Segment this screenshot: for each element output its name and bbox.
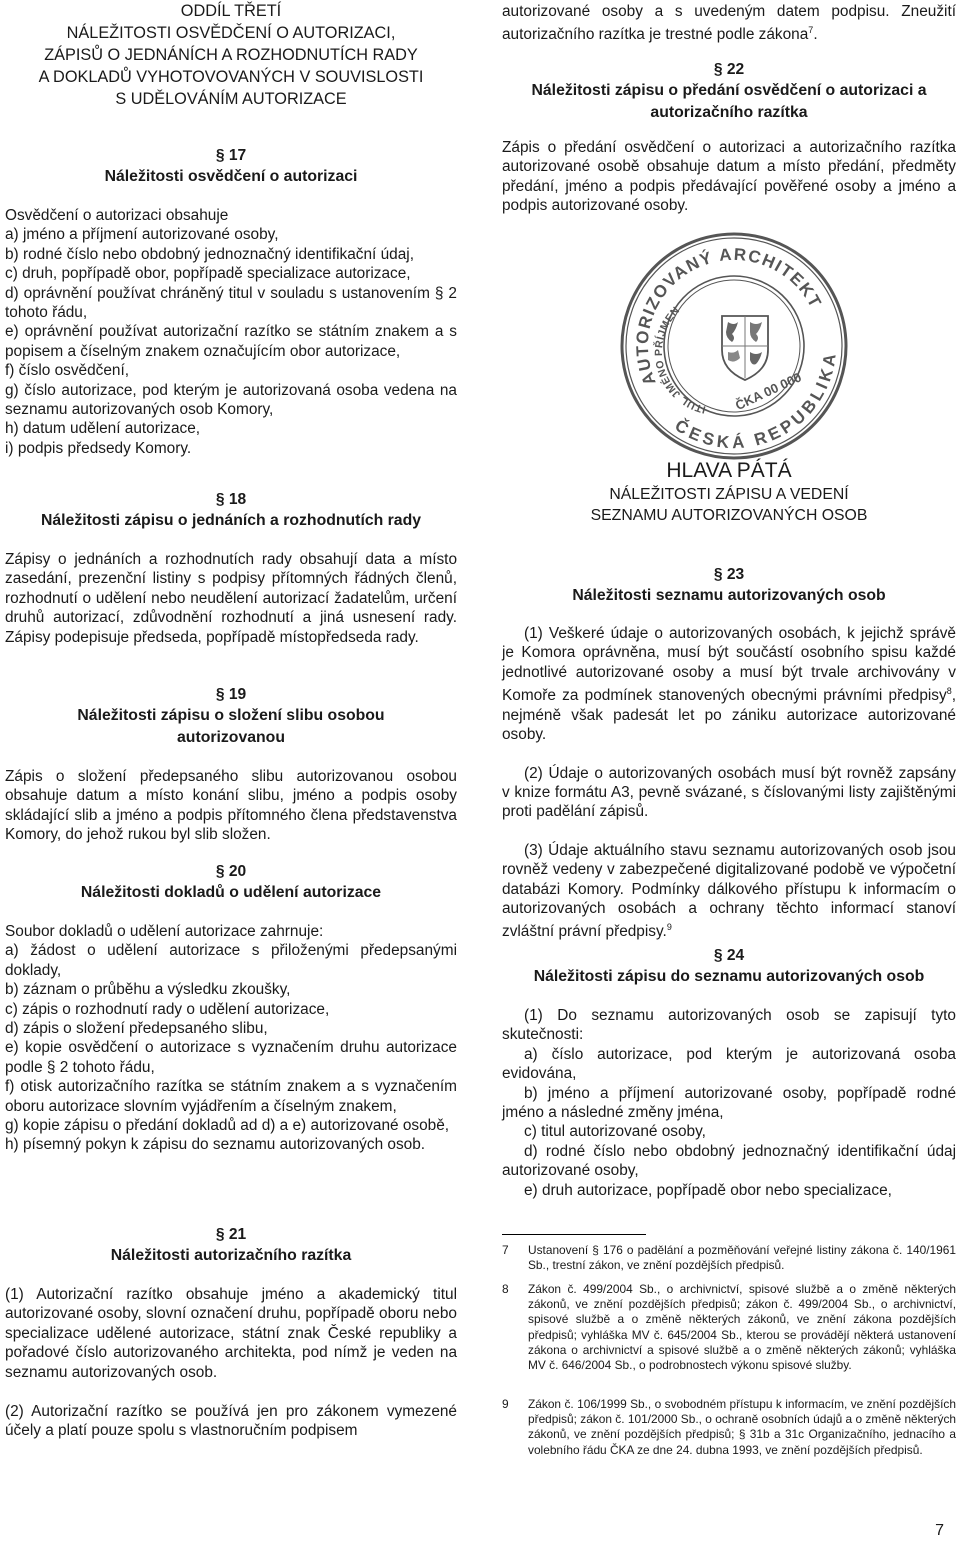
footnote-ref: 7 — [808, 25, 814, 36]
footnote-number: 9 — [502, 1397, 509, 1411]
section-number: § 18 — [215, 491, 247, 508]
section-23 — [502, 565, 956, 607]
section-heading: Náležitosti osvědčení o autorizaci — [104, 168, 358, 185]
list-item: c) zápis o rozhodnutí rady o udělení autorizace, — [5, 1000, 330, 1018]
footnote-text: Zákon č. 499/2004 Sb., o archivnictví, spisové službě a o změně některých zákonů, ve znění pozdějších předpisů; zákon č. 499/2004 Sb., o archivnictví, spisové službě a o změně některých zákonů, ve znění zákona pozdějších předpisů; vyhláška MV č. 645/2004 Sb., kterou se provádějí některá ustanovení zákona o archivnictví a spisové službě a o změně některých zákonů; vyhláška MV č. 646/2004 Sb., o podrobnostech výkonu spisové služby. — [528, 1282, 956, 1373]
list-intro: Osvědčení o autorizaci obsahuje — [5, 207, 229, 224]
paragraph: (2) Údaje o autorizovaných osobách musí být rovněž zapsány v knize formátu A3, pevně svázané, s číslovanými listy zajištěnými proti padělání zápisů. — [502, 764, 956, 821]
stamp-bottom-text: ČESKÁ REPUBLIKA — [671, 350, 840, 453]
paragraph: Zápis o předání osvědčení o autorizaci a autorizačního razítka autorizované osobě obsahuje datum a místo předání, předměty předání, jméno a podpis předávající pověřené osoby a jméno a podpis autorizované osoby. — [502, 139, 956, 215]
section-number: § 23 — [713, 566, 745, 583]
section-24-body — [502, 1006, 956, 1200]
footnote-ref: 8 — [946, 686, 952, 697]
section-17-body — [5, 206, 457, 458]
list-item: f) otisk autorizačního razítka se státním znakem a s vyznačením oboru autorizace slovním vyjádřením a číselným znakem, — [5, 1078, 457, 1115]
list-item: a) jméno a příjmení autorizované osoby, — [5, 226, 279, 244]
footnote — [502, 1282, 956, 1373]
continued-text: autorizované osoby a s uvedeným datem podpisu. Zneužití autorizačního razítka je trestné podle zákona — [502, 3, 956, 44]
section-heading: Náležitosti zápisu do seznamu autorizovaných osob — [533, 968, 925, 985]
section-20 — [5, 862, 457, 904]
footnote-number: 8 — [502, 1282, 509, 1296]
authorization-stamp — [618, 230, 850, 462]
list-item: h) datum udělení autorizace, — [5, 420, 201, 438]
page-number: 7 — [935, 1522, 944, 1539]
list-item: d) zápis o složení předepsaného slibu, — [5, 1020, 268, 1038]
section-23-body — [502, 624, 956, 942]
list-item: g) kopie zápisu o předání dokladů ad d) a e) autorizované osobě, — [5, 1117, 450, 1135]
paragraph: (1) Autorizační razítko obsahuje jméno a akademický titul autorizované osoby, slovní označení druhu, popřípadě oboru nebo specializace udělené autorizace, státní znak České republiky a pořadové číslo autorizovaného architekta, pod nímž je veden na seznamu autorizovaných osob. — [5, 1286, 457, 1381]
section-21-body — [5, 1285, 457, 1441]
paragraph: Zápisy o jednáních a rozhodnutích rady obsahují data a místo zasedání, prezenční listiny s podpisy přítomných řádných členů, rozhodnutí o udělení nebo neudělení autorizací žadatelům, určení druhů autorizací, zdůvodnění rozhodnutí a jiná usnesení rady. Zápisy podepisuje předseda, popřípadě místopředseda rady. — [5, 551, 457, 646]
section-number: § 22 — [713, 61, 745, 78]
part-title-line: NÁLEŽITOSTI OSVĚDČENÍ O AUTORIZACI, — [66, 24, 396, 42]
section-heading: Náležitosti zápisu o předání osvědčení o autorizaci a autorizačního razítka — [531, 82, 927, 121]
footnote-number: 7 — [502, 1243, 509, 1257]
list-item: b) jméno a příjmení autorizované osoby, popřípadě rodné jméno a následné změny jména, — [502, 1084, 956, 1122]
chapter-subtitle-line: NÁLEŽITOSTI ZÁPISU A VEDENÍ — [609, 486, 849, 503]
list-item: h) písemný pokyn k zápisu do seznamu autorizovaných osob. — [5, 1136, 426, 1154]
section-number: § 20 — [215, 863, 247, 880]
section-number: § 17 — [215, 147, 247, 164]
list-item: a) žádost o udělení autorizace s přiloženými předepsanými doklady, — [5, 942, 457, 979]
section-20-body — [5, 922, 457, 1155]
section-heading: Náležitosti zápisu o jednáních a rozhodnutích rady — [40, 512, 422, 529]
list-intro: (1) Do seznamu autorizovaných osob se zapisují tyto skutečnosti: — [502, 1007, 956, 1044]
continued-text-end: . — [813, 26, 818, 44]
section-18 — [5, 490, 457, 532]
paragraph: Zápis o složení předepsaného slibu autorizovanou osobou obsahuje datum a místo konání slibu, jméno a podpis osoby skládající slib a jméno a podpis přítomného člena představenstva Komory, do jehož rukou byl slib složen. — [5, 768, 457, 844]
part-title-line: ZÁPISŮ O JEDNÁNÍCH A ROZHODNUTÍCH RADY — [44, 46, 418, 64]
section-number: § 19 — [215, 686, 247, 703]
footnote — [502, 1243, 956, 1273]
footnote-ref: 9 — [666, 922, 672, 933]
coat-of-arms-icon — [722, 316, 768, 380]
section-heading: Náležitosti zápisu o složení slibu osobou autorizovanou — [77, 707, 385, 746]
section-heading: Náležitosti seznamu autorizovaných osob — [572, 587, 886, 604]
list-item: b) záznam o průběhu a výsledku zkoušky, — [5, 981, 291, 999]
part-title — [5, 0, 457, 110]
section-number: § 24 — [713, 947, 745, 964]
section-21 — [5, 1225, 457, 1267]
section-heading: Náležitosti autorizačního razítka — [110, 1247, 352, 1264]
list-intro: Soubor dokladů o udělení autorizace zahrnuje: — [5, 923, 324, 940]
section-17 — [5, 146, 457, 188]
paragraph: (2) Autorizační razítko se používá jen pro zákonem vymezené účely a platí pouze spolu s vlastnoručním podpisem — [5, 1403, 457, 1440]
list-item: d) oprávnění používat chráněný titul v souladu s ustanovením § 2 tohoto řádu, — [5, 284, 457, 322]
footnote — [502, 1397, 956, 1458]
section-24 — [502, 946, 956, 988]
list-item: c) druh, popřípadě obor, popřípadě specializace autorizace, — [5, 265, 411, 283]
stamp-number: ČKA 00 000 — [732, 369, 804, 414]
section-22-body — [502, 138, 956, 216]
list-item: c) titul autorizované osoby, — [524, 1123, 706, 1141]
list-item: e) druh autorizace, popřípadě obor nebo specializace, — [524, 1181, 892, 1199]
footnote-text: Zákon č. 106/1999 Sb., o svobodném přístupu k informacím, ve znění pozdějších předpisů; zákon č. 101/2000 Sb., o ochraně osobních údajů a o změně některých zákonů, ve znění pozdějších předpisů; § 31b a 31c Organizačního, jednacího a volebního řádu ČKA ze dne 24. dubna 1993, ve znění pozdějších předpisů. — [528, 1397, 956, 1457]
footnote-separator — [502, 1234, 646, 1235]
chapter-subtitle-line: SEZNAMU AUTORIZOVANÝCH OSOB — [590, 507, 868, 524]
list-item: i) podpis předsedy Komory. — [5, 439, 192, 457]
section-18-body — [5, 550, 457, 647]
paragraph: (1) Veškeré údaje o autorizovaných osobách, k jejichž správě je Komora oprávněna, musí být součástí osobního spisu každé jednotlivé autorizované osoby a musí být trvale archivovány v Komoře za podmínek stanovených obecnými právními předpisy — [502, 625, 956, 705]
section-22 — [502, 60, 956, 123]
list-item: a) číslo autorizace, pod kterým je autorizovaná osoba evidována, — [502, 1045, 956, 1083]
section-19 — [5, 685, 457, 748]
list-item: g) číslo autorizace, pod kterým je autorizovaná osoba vedena na seznamu autorizovaných osob Komory, — [5, 381, 457, 419]
section-heading: Náležitosti dokladů o udělení autorizace — [80, 884, 382, 901]
paragraph-end: , nejméně však padesát let po zániku autorizace autorizované osoby. — [502, 687, 956, 744]
stamp-inner-text: TITUL JMÉNO PŘÍJMENÍ — [652, 304, 707, 416]
list-item: d) rodné číslo nebo obdobný jednoznačný identifikační údaj autorizované osoby, — [502, 1142, 956, 1180]
section-19-body — [5, 767, 457, 845]
hlava-pata — [502, 458, 956, 526]
section-number: § 21 — [215, 1226, 247, 1243]
list-item: e) oprávnění používat autorizační razítko se státním znakem a s popisem a číselným znakem označujícím obor autorizace, — [5, 323, 457, 360]
footnote-text: Ustanovení § 176 o padělání a pozměňování veřejné listiny zákona č. 140/1961 Sb., trestní zákon, ve znění pozdějších předpisů. — [528, 1243, 956, 1273]
list-item: e) kopie osvědčení o autorizace s vyznačením druhu autorizace podle § 2 tohoto řádu, — [5, 1039, 457, 1076]
paragraph: (3) Údaje aktuálního stavu seznamu autorizovaných osob jsou rovněž vedeny v zabezpečené digitalizované podobě ve výpočetní databázi Komory. Podmínky dálkového přístupu k informacím o autorizovaných osobách a ochrany těchto informací stanoví zvláštní právní předpisy. — [502, 841, 956, 941]
list-item: f) číslo osvědčení, — [5, 362, 130, 380]
part-title-line: A DOKLADŮ VYHOTOVOVANÝCH V SOUVISLOSTI — [38, 68, 424, 86]
part-title-line: S UDĚLOVÁNÍM AUTORIZACE — [115, 90, 347, 108]
list-item: b) rodné číslo nebo obdobný jednoznačný identifikační údaj, — [5, 245, 414, 263]
continued-paragraph — [502, 2, 956, 45]
part-title-line: ODDÍL TŘETÍ — [180, 2, 282, 20]
chapter-title: HLAVA PÁTÁ — [666, 459, 792, 482]
stamp-top-text: AUTORIZOVANÝ ARCHITEKT — [632, 244, 826, 388]
